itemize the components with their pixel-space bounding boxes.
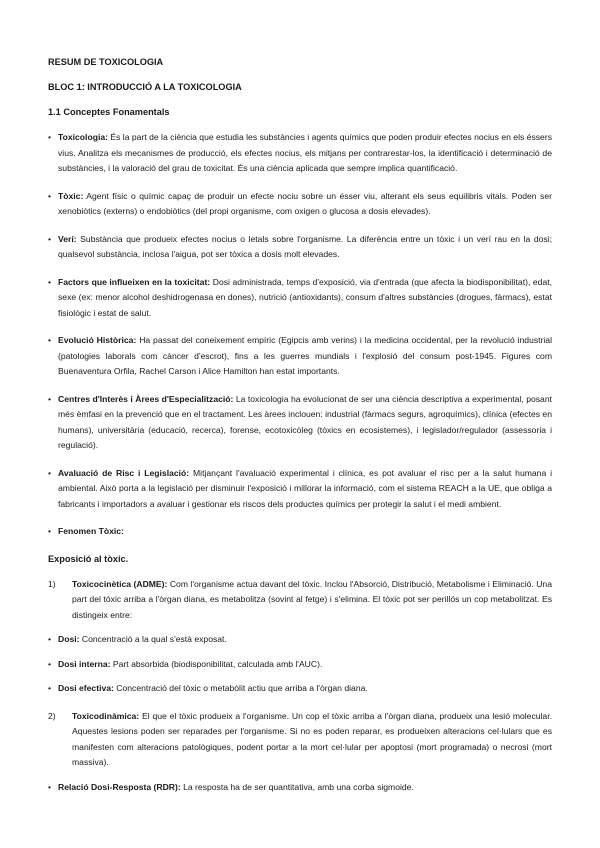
list-item [48, 657, 552, 673]
item-term: Verí: [58, 233, 77, 244]
exposure-heading: Exposició al tòxic. [48, 553, 129, 564]
list-item [48, 681, 552, 697]
list-item [48, 232, 552, 263]
item-term: Tòxic: [58, 190, 84, 201]
numbered-item-toxicodynamics [48, 709, 552, 771]
item-text: La resposta ha de ser quantitativa, amb una corba sigmoide. [180, 781, 414, 792]
bullet-icon: • [48, 276, 52, 287]
item-term: Toxicologia: [58, 132, 108, 142]
item-term: Dosi interna: [58, 658, 111, 669]
bullet-icon: • [48, 683, 52, 693]
item-term: Toxicocinètica (ADME): [72, 578, 168, 589]
bullet-icon: • [48, 393, 52, 404]
item-term: Fenomen Tòxic: [58, 526, 124, 536]
bullet-icon: • [48, 467, 52, 478]
list-item [48, 524, 552, 540]
bullet-icon: • [48, 634, 52, 644]
item-term: Dosi: [58, 634, 80, 644]
bullet-icon: • [48, 233, 52, 244]
item-text: Concentració del tòxic o metabòlit actiu que arriba a l'òrgan diana. [113, 683, 368, 693]
item-term: Relació Dosi-Resposta (RDR): [58, 781, 181, 792]
item-text: Com l'organisme actua davant del tòxic. Inclou l'Absorció, Distribució, Metabolisme i Eliminació. Una part del tòxic arriba a l'òrgan diana, es metabolitza (sovint al fetge) i s'elimina. El tòxic pot ser perillós un cop metabolitzat. Es distingeix entre: [72, 578, 552, 620]
item-text: És la part de la ciència que estudia les substàncies i agents químics que poden produir efectes nocius en els éssers vius. Analitza els mecanismes de producció, els efectes nocius, els mitjans per contrarestar-los, la identificació i determinació de substàncies, i la valoració del grau de toxicitat. És una ciència aplicada que sempre implica quantificació. [58, 132, 552, 173]
concepts-list [48, 130, 552, 540]
bullet-icon: • [48, 190, 52, 201]
bullet-icon: • [48, 335, 52, 345]
document-title: RESUM DE TOXICOLOGIA [48, 57, 164, 67]
item-text: Dosi administrada, temps d'exposició, via d'entrada (que afecta la biodisponibilitat), edat, sexe (ex: menor alcohol deshidrogenasa en dones), nutrició (antioxidants), consum d'altres substàncies (drogues, fàrmacs), estat fisiològic i estat de salut. [58, 276, 552, 318]
item-text: Concentració a la qual s'està exposat. [79, 634, 227, 644]
list-item [48, 632, 552, 648]
bullet-icon: • [48, 658, 52, 669]
item-term: Avaluació de Risc i Legislació: [58, 467, 190, 478]
item-number: 1) [48, 578, 56, 589]
item-term: Evolució Històrica: [58, 335, 137, 345]
item-text: Substància que produeix efectes nocius o letals sobre l'organisme. La diferència entre un tòxic i un verí rau en la dosi; qualsevol substància, inclosa l'aigua, pot ser tòxica a dosis molt elevades. [58, 233, 552, 259]
bullet-icon: • [48, 781, 52, 792]
list-item [48, 333, 552, 380]
list-item [48, 130, 552, 177]
item-term: Toxicodinàmica: [72, 710, 140, 721]
item-text: Agent físic o químic capaç de produir un efecte nociu sobre un ésser viu, alterant els seus equilibris vitals. Poden ser xenobiòtics (externs) o endobiòtics (del propi organisme, com oxigen o glucosa a dosis elevades). [58, 190, 552, 216]
item-term: Factors que influeixen en la toxicitat: [58, 276, 211, 287]
item-text: Ha passat del coneixement empíric (Egipcis amb verins) i la medicina occidental, per la revolució industrial (patologies laborals com càncer d'escrot), fins a les guerres mundials i l'explosió del consum post-1945. Figures com Buenaventura Orfila, Rachel Carson i Alice Hamilton han estat importants. [58, 335, 552, 376]
item-text: La toxicologia ha evolucionat de ser una ciència descriptiva a experimental, posant més èmfasi en la prevenció que en el tractament. Les àrees inclouen: industrial (fàrmacs segurs, agroquímics), clínica (efectes en humans), universitària (educació, recerca), forense, ecotoxicòleg (tòxics en ecosistemes), i legislador/regulador (assessoria i regulació). [58, 393, 552, 450]
list-item [48, 275, 552, 322]
item-term: Dosi efectiva: [58, 683, 114, 693]
list-item [48, 466, 552, 513]
item-term: Centres d'Interès i Àrees d'Especialització: [58, 393, 234, 404]
bullet-icon: • [48, 132, 52, 142]
section-heading: 1.1 Conceptes Fonamentals [48, 107, 170, 117]
list-item [48, 189, 552, 220]
item-text: Part absorbida (biodisponibilitat, calculada amb l'AUC). [110, 658, 323, 669]
numbered-item-toxicokinetics [48, 577, 552, 624]
item-text: El que el tòxic produeix a l'organisme. Un cop el tòxic arriba a l'òrgan diana, produeix una lesió molecular. Aquestes lesions poden ser reparades per l'organisme. Si no es poden reparar, es produeixen alteracions cel·lulars que es manifesten com alteracions patològiques, podent portar a la mort cel·lular per apoptosi (mort programada) o necrosi (mort massiva). [72, 710, 552, 767]
item-number: 2) [48, 710, 56, 721]
bullet-icon: • [48, 526, 52, 536]
list-item [48, 392, 552, 454]
dose-list [48, 632, 552, 697]
item-text: Mitjançant l'avaluació experimental i clínica, es pot avaluar el risc per a la salut humana i ambiental. Això porta a la legislació per disminuir l'exposició i millorar la informació, com el sistema REACH a la UE, que obliga a fabricants i importadors a avaluar i gestionar els riscos dels productes químics per protegir la salut i el medi ambient. [58, 467, 552, 509]
document-page [48, 56, 552, 795]
bloc-heading: BLOC 1: INTRODUCCIÓ A LA TOXICOLOGIA [48, 82, 242, 92]
list-item-dose-response [48, 780, 552, 796]
